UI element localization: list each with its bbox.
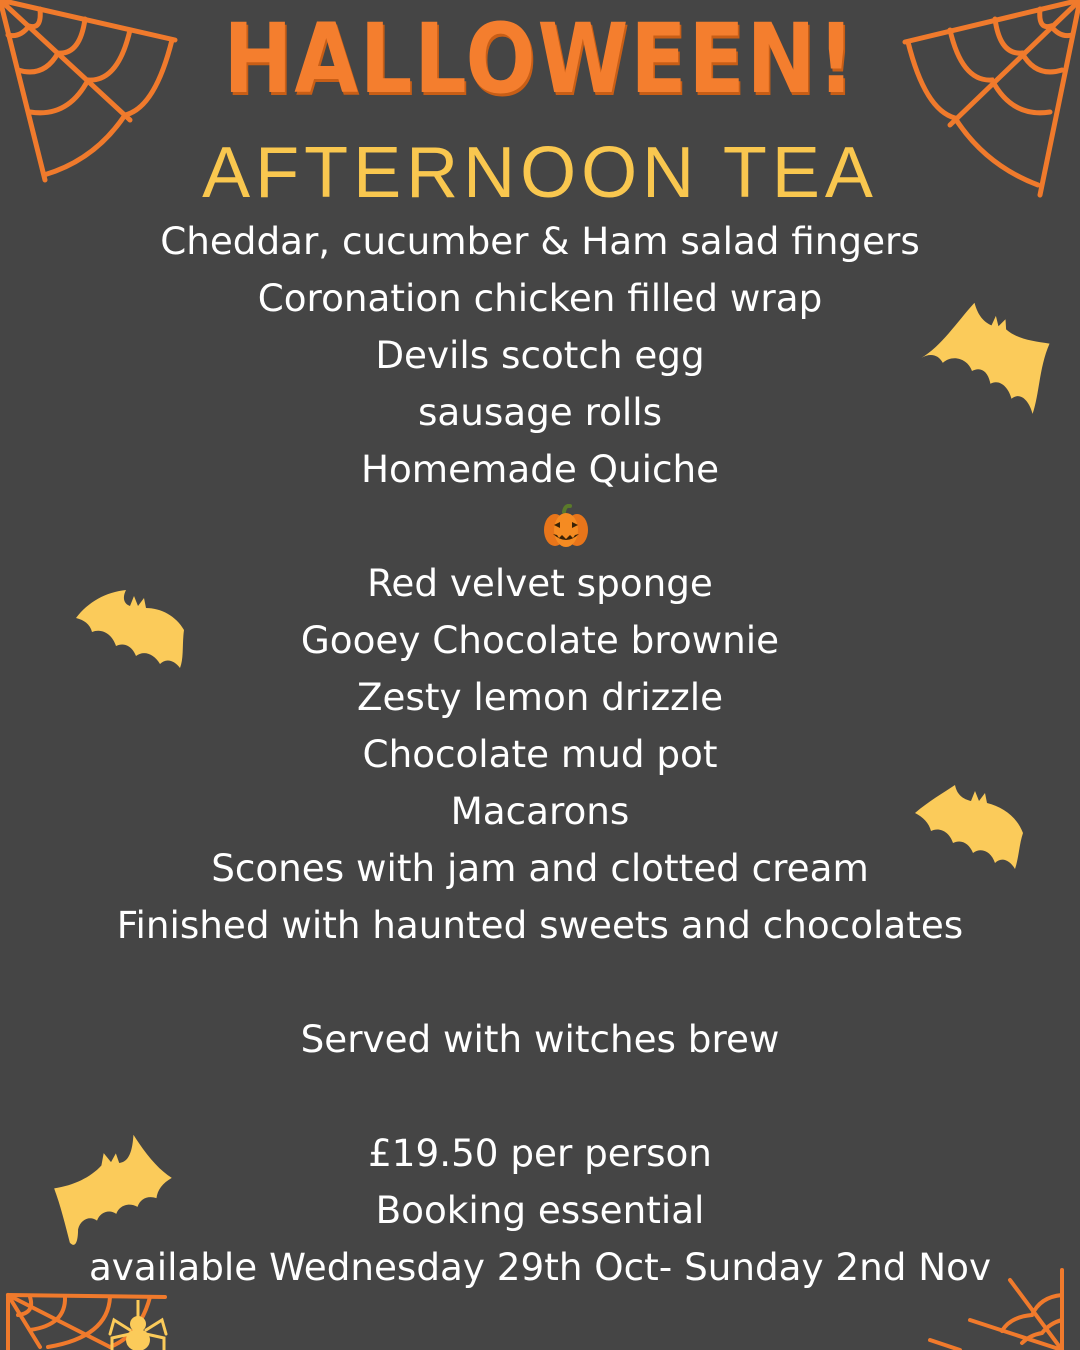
drink-note: Served with witches brew <box>300 1017 780 1061</box>
menu-item: Finished with haunted sweets and chocolates <box>116 903 964 947</box>
poster-title: HALLOWEEN! <box>223 3 857 115</box>
poster-subtitle: AFTERNOON TEA <box>202 133 878 213</box>
menu-item: Cheddar, cucumber & Ham salad fingers <box>160 219 920 263</box>
booking-note: Booking essential <box>375 1188 705 1232</box>
menu-item: Scones with jam and clotted cream <box>211 846 869 890</box>
menu-item: Gooey Chocolate brownie <box>300 618 780 662</box>
menu-item: Macarons <box>450 789 630 833</box>
menu-item: Homemade Quiche <box>360 447 720 491</box>
menu-item: Coronation chicken filled wrap <box>257 276 823 320</box>
price-text: £19.50 per person <box>368 1131 712 1175</box>
menu-item: Red velvet sponge <box>367 561 713 605</box>
pumpkin-icon <box>543 504 589 548</box>
availability-dates: available Wednesday 29th Oct- Sunday 2nd Nov <box>88 1245 992 1289</box>
menu-item: sausage rolls <box>417 390 663 434</box>
menu-item: Chocolate mud pot <box>362 732 718 776</box>
menu-item: Zesty lemon drizzle <box>356 675 724 719</box>
spider-icon <box>108 1300 168 1350</box>
menu-item: Devils scotch egg <box>375 333 705 377</box>
